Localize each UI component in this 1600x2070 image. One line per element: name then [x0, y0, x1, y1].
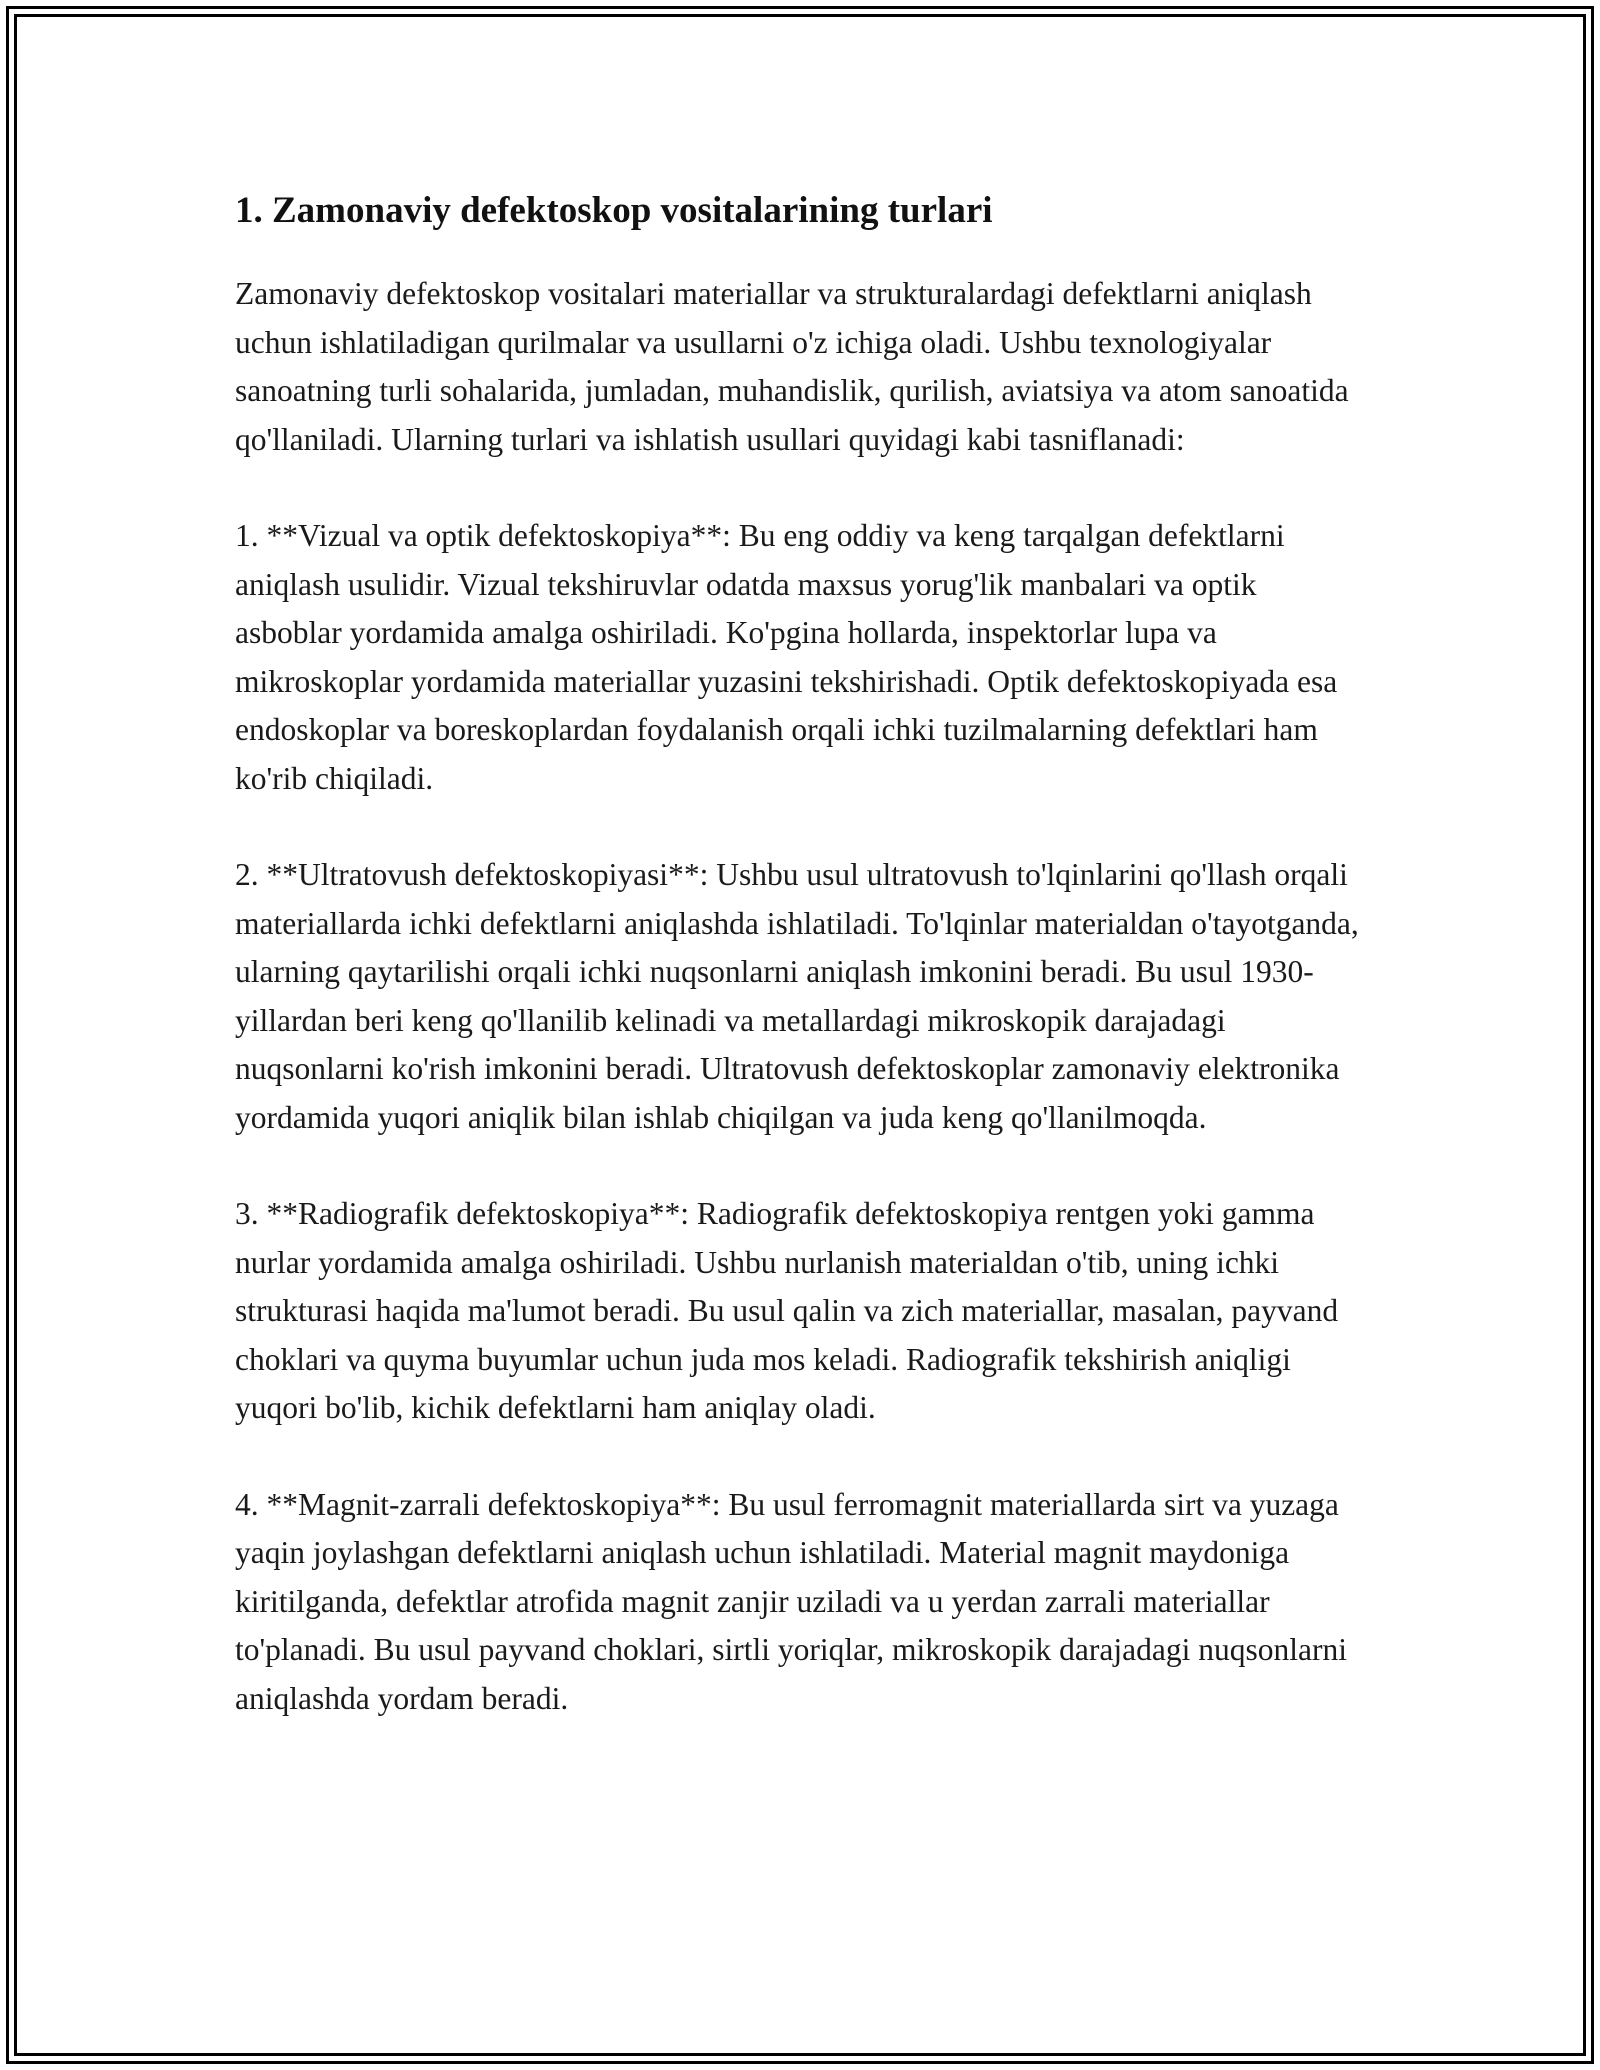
intro-paragraph: Zamonaviy defektoskop vositalari materiallar va strukturalardagi defektlarni aniqlash uchun ishlatiladigan qurilmalar va usullarni o'z ichiga oladi. Ushbu texnologiyalar sanoatning turli sohalarida, jumladan, muhandislik, qurilish, aviatsiya va atom sanoatida qo'llaniladi. Ularning turlari va ishlatish usullari quyidagi kabi tasniflanadi:	[235, 276, 1349, 457]
paragraph-visual-optical: 1. **Vizual va optik defektoskopiya**: Bu eng oddiy va keng tarqalgan defektlarni aniqlash usulidir. Vizual tekshiruvlar odatda maxsus yorug'lik manbalari va optik asboblar yordamida amalga oshiriladi. Ko'pgina hollarda, inspektorlar lupa va mikroskoplar yordamida materiallar yuzasini tekshirishadi. Optik defektoskopiyada esa endoskoplar va boreskoplardan foydalanish orqali ichki tuzilmalarning defektlari ham ko'rib chiqiladi.	[235, 518, 1338, 796]
document-body	[235, 186, 1370, 1771]
paragraph-ultrasonic: 2. **Ultratovush defektoskopiyasi**: Ushbu usul ultratovush to'lqinlarini qo'llash orqali materiallarda ichki defektlarni aniqlashda ishlatiladi. To'lqinlar materialdan o'tayotganda, ularning qaytarilishi orqali ichki nuqsonlarni aniqlash imkonini beradi. Bu usul 1930-yillardan beri keng qo'llanilib kelinadi va metallardagi mikroskopik darajadagi nuqsonlarni ko'rish imkonini beradi. Ultratovush defektoskoplar zamonaviy elektronika yordamida yuqori aniqlik bilan ishlab chiqilgan va juda keng qo'llanilmoqda.	[235, 857, 1359, 1135]
paragraph-radiographic: 3. **Radiografik defektoskopiya**: Radiografik defektoskopiya rentgen yoki gamma nurlar yordamida amalga oshiriladi. Ushbu nurlanish materialdan o'tib, uning ichki strukturasi haqida ma'lumot beradi. Bu usul qalin va zich materiallar, masalan, payvand choklari va quyma buyumlar uchun juda mos keladi. Radiografik tekshirish aniqligi yuqori bo'lib, kichik defektlarni ham aniqlay oladi.	[235, 1196, 1339, 1425]
document-title: 1. Zamonaviy defektoskop vositalarining turlari	[235, 190, 993, 231]
paragraph-magnetic-particle: 4. **Magnit-zarrali defektoskopiya**: Bu usul ferromagnit materiallarda sirt va yuzaga yaqin joylashgan defektlarni aniqlash uchun ishlatiladi. Material magnit maydoniga kiritilganda, defektlar atrofida magnit zanjir uziladi va u yerdan zarrali materiallar to'planadi. Bu usul payvand choklari, sirtli yoriqlar, mikroskopik darajadagi nuqsonlarni aniqlashda yordam beradi.	[235, 1486, 1347, 1716]
